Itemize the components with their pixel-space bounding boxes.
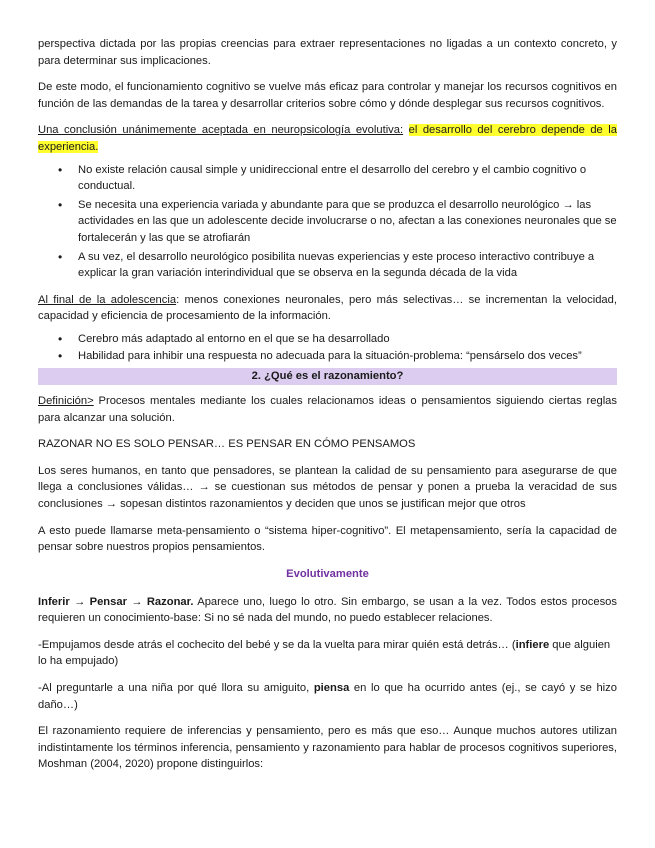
ejemplo1-after: que alguien lo ha empujado) — [38, 638, 611, 668]
meta-paragraph: A esto puede llamarse meta-pensamiento o “sistema hiper-cognitivo”. El metapensamiento, sería la capacidad de pensar sobre nuestros propios pensamientos. — [38, 524, 617, 554]
definicion-text: Procesos mentales mediante los cuales relacionamos ideas o pensamientos siguiendo ciertas reglas para alcanzar una solución. — [38, 395, 617, 424]
ejemplo1-before: -Empujamos desde atrás el cochecito del bebé y se da la vuelta para mirar quién está detrás… ( — [38, 638, 516, 651]
conclusion-highlight: el desarrollo del cerebro depende de la experiencia. — [38, 124, 617, 153]
conclusion-bullet-list — [38, 162, 617, 282]
inferir-text: Aparece uno, luego lo otro. Sin embargo, se usan a la vez. Todos estos procesos requieren un conocimiento-base: Si no sé nada del mundo, no puedo establecer relaciones. — [38, 595, 617, 625]
list-item: • Cerebro más adaptado al entorno en el que se ha desarrollado — [78, 331, 617, 348]
seres-paragraph: Los seres humanos, en tanto que pensadores, se plantean la calidad de su pensamiento para asegurarse de que llega a conclusiones válidas… → se cuestionan sus métodos de pensar y ponen a prueba la veracidad de sus conclusiones → sopesan distintos razonamientos y deciden que unos se justifican mejor que otros — [38, 464, 617, 511]
inferir-paragraph — [38, 594, 617, 627]
conclusion-paragraph — [38, 122, 617, 155]
razonar-heading: RAZONAR NO ES SOLO PENSAR… ES PENSAR EN CÓMO PENSAMOS — [38, 438, 416, 451]
list-item: • A su vez, el desarrollo neurológico posibilita nuevas experiencias y este proceso interactivo contribuye a explicar la gran variación interindividual que se observa en la segunda década de la vida — [78, 249, 617, 282]
adolescencia-paragraph — [38, 292, 617, 325]
adolescencia-text: : menos conexiones neuronales, pero más selectivas… se incrementan la velocidad, capacidad y eficiencia de procesamiento de la información. — [38, 293, 617, 323]
ejemplo-llorar-paragraph — [38, 680, 617, 713]
funcionamiento-paragraph: De este modo, el funcionamiento cognitivo se vuelve más eficaz para controlar y manejar los recursos cognitivos en función de las demandas de la tarea y desarrollar criterios sobre cómo y dónde desplegar sus recursos cognitivos. — [38, 81, 617, 110]
section-heading: 2. ¿Qué es el razonamiento? — [38, 368, 617, 385]
ejemplo-empujar-paragraph — [38, 637, 617, 670]
ejemplo2-before: -Al preguntarle a una niña por qué llora su amiguito, — [38, 682, 314, 694]
definicion-paragraph — [38, 393, 617, 426]
ejemplo2-after: en lo que ha ocurrido antes (ej., se cayó y se hizo daño…) — [38, 682, 617, 711]
intro-paragraph: perspectiva dictada por las propias creencias para extraer representaciones no ligadas a un contexto concreto, y para determinar sus implicaciones. — [38, 38, 617, 67]
list-item: • Se necesita una experiencia variada y abundante para que se produzca el desarrollo neurológico → las actividades en las que un adolescente decide involucrarse o no, afectan a las conexiones neuronales que se fortalecerán y las que se atrofiarán — [78, 197, 617, 247]
adolescencia-label: Al final de la adolescencia — [38, 293, 177, 306]
list-item: • No existe relación causal simple y unidireccional entre el desarrollo del cerebro y el cambio cognitivo o conductual. — [78, 162, 617, 195]
ejemplo1-bold: infiere — [515, 638, 550, 651]
evolutivamente-subheading: Evolutivamente — [286, 567, 369, 580]
final-paragraph: El razonamiento requiere de inferencias y pensamiento, pero es más que eso… Aunque muchos autores utilizan indistintamente los términos inferencia, pensamiento y razonamiento para hablar de procesos cognitivos superiores, Moshman (2004, 2020) propone distinguirlos: — [38, 725, 617, 771]
adolescencia-bullet-list — [38, 331, 617, 364]
definicion-label: Definición> — [38, 395, 94, 408]
list-item: • Habilidad para inhibir una respuesta no adecuada para la situación-problema: “pensárselo dos veces” — [78, 348, 617, 365]
ejemplo2-bold: piensa — [313, 682, 350, 694]
conclusion-label: Una conclusión unánimemente aceptada en neuropsicología evolutiva: — [38, 124, 404, 137]
inferir-bold: Inferir → Pensar → Razonar. — [38, 595, 194, 608]
